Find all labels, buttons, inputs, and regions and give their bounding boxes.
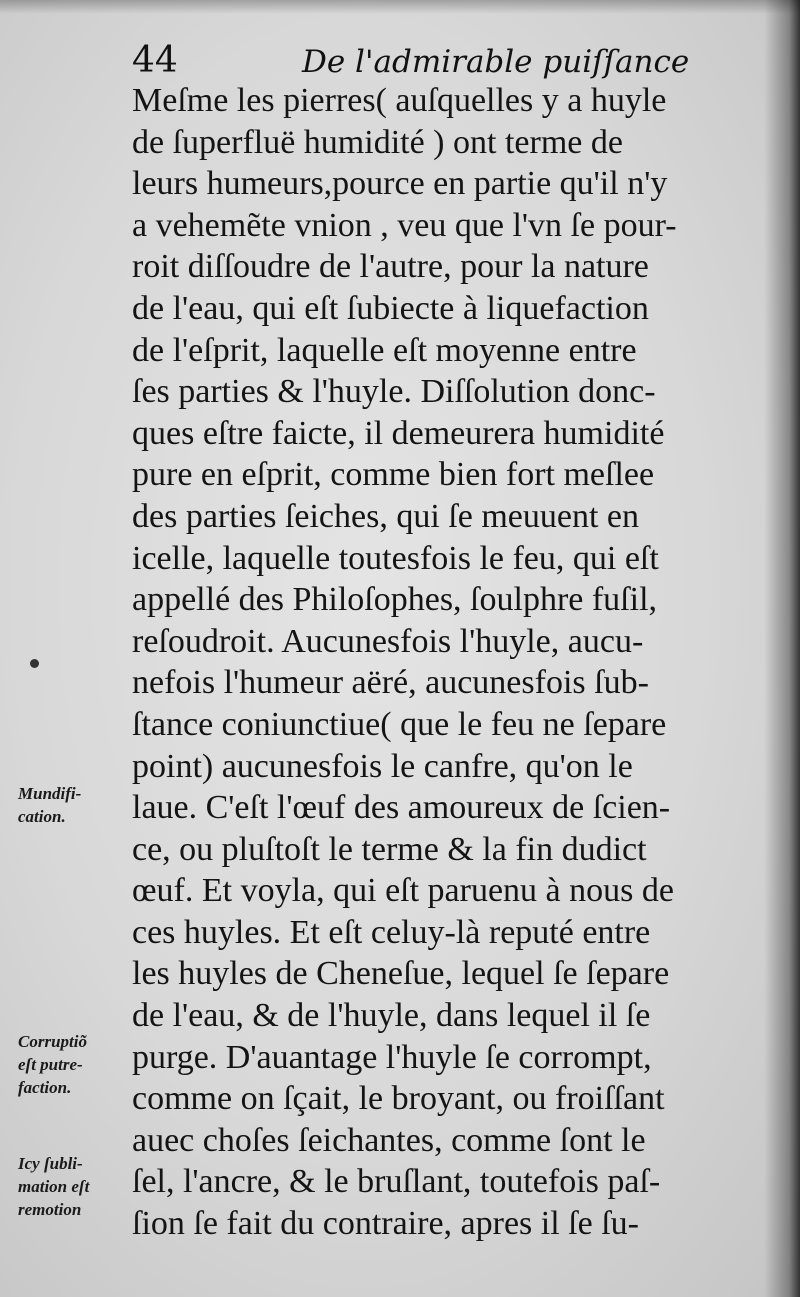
text-line: ques eſtre faicte, il demeurera humidité — [132, 414, 665, 452]
text-line: reſoudroit. Aucunesfois l'huyle, aucu- — [132, 622, 644, 660]
margin-note-line: faction. — [18, 1078, 72, 1097]
margin-note-line: eſt putre- — [18, 1055, 83, 1074]
ink-speck — [30, 659, 39, 668]
text-line: ſes parties & l'huyle. Diſſolution donc- — [132, 373, 656, 411]
text-line: a vehemẽte vnion , veu que l'vn ſe pour- — [132, 206, 677, 244]
text-line: les huyles de Cheneſue, lequel ſe ſepare — [132, 955, 670, 993]
text-line: nefois l'humeur aëré, aucunesfois ſub- — [132, 664, 649, 702]
page-number: 44 — [132, 40, 178, 81]
text-line: laue. C'eſt l'œuf des amoureux de ſcien- — [132, 789, 671, 827]
top-edge-shadow — [0, 0, 800, 14]
gutter-shadow — [764, 0, 800, 1297]
body-text — [132, 80, 744, 1245]
text-line: point) aucunesfois le canfre, qu'on le — [132, 747, 633, 785]
text-line: appellé des Philoſophes, ſoulphre fuſil, — [132, 581, 658, 619]
text-line: ſtance coniunctiue( que le feu ne ſepare — [132, 705, 667, 743]
text-line: ſion ſe fait du contraire, apres il ſe ſu- — [132, 1205, 639, 1243]
text-line: ce, ou pluſtoſt le terme & la fin dudict — [132, 830, 647, 868]
text-line: roit diſſoudre de l'autre, pour la nature — [132, 248, 649, 286]
margin-note-sublimation — [18, 1152, 130, 1221]
running-head: De l'admirable puiſſance — [302, 44, 690, 80]
margin-note-corruption — [18, 1030, 130, 1099]
margin-note-line: Corruptiõ — [18, 1032, 87, 1051]
text-line: œuf. Et voyla, qui eſt paruenu à nous de — [132, 872, 674, 910]
text-line: de ſuperfluë humidité ) ont terme de — [132, 123, 623, 161]
text-line: ces huyles. Et eſt celuy-là reputé entre — [132, 913, 651, 951]
text-line: purge. D'auantage l'huyle ſe corrompt, — [132, 1038, 652, 1076]
margin-note-line: remotion — [18, 1200, 82, 1219]
text-line: de l'eſprit, laquelle eſt moyenne entre — [132, 331, 637, 369]
text-line: auec choſes ſeichantes, comme ſont le — [132, 1121, 646, 1159]
margin-note-line: mation eſt — [18, 1177, 90, 1196]
text-line: icelle, laquelle toutesfois le feu, qui eſt — [132, 539, 659, 577]
text-line: de l'eau, qui eſt ſubiecte à liquefaction — [132, 289, 649, 327]
text-line: Meſme les pierres( auſquelles y a huyle — [132, 82, 667, 119]
text-line: ſel, l'ancre, & le bruſlant, toutefois paſ- — [132, 1163, 661, 1201]
margin-note-line: Mundifi- — [18, 784, 82, 803]
text-line: comme on ſçait, le broyant, ou froiſſant — [132, 1080, 665, 1118]
margin-note-line: cation. — [18, 807, 66, 826]
text-line: pure en eſprit, comme bien fort meſlee — [132, 456, 655, 494]
text-line: de l'eau, & de l'huyle, dans lequel il ſe — [132, 997, 651, 1035]
margin-note-line: Icy ſubli- — [18, 1154, 83, 1173]
text-line: des parties ſeiches, qui ſe meuuent en — [132, 497, 639, 535]
text-line: leurs humeurs,pource en partie qu'il n'y — [132, 165, 668, 203]
margin-note-mundification — [18, 782, 130, 828]
